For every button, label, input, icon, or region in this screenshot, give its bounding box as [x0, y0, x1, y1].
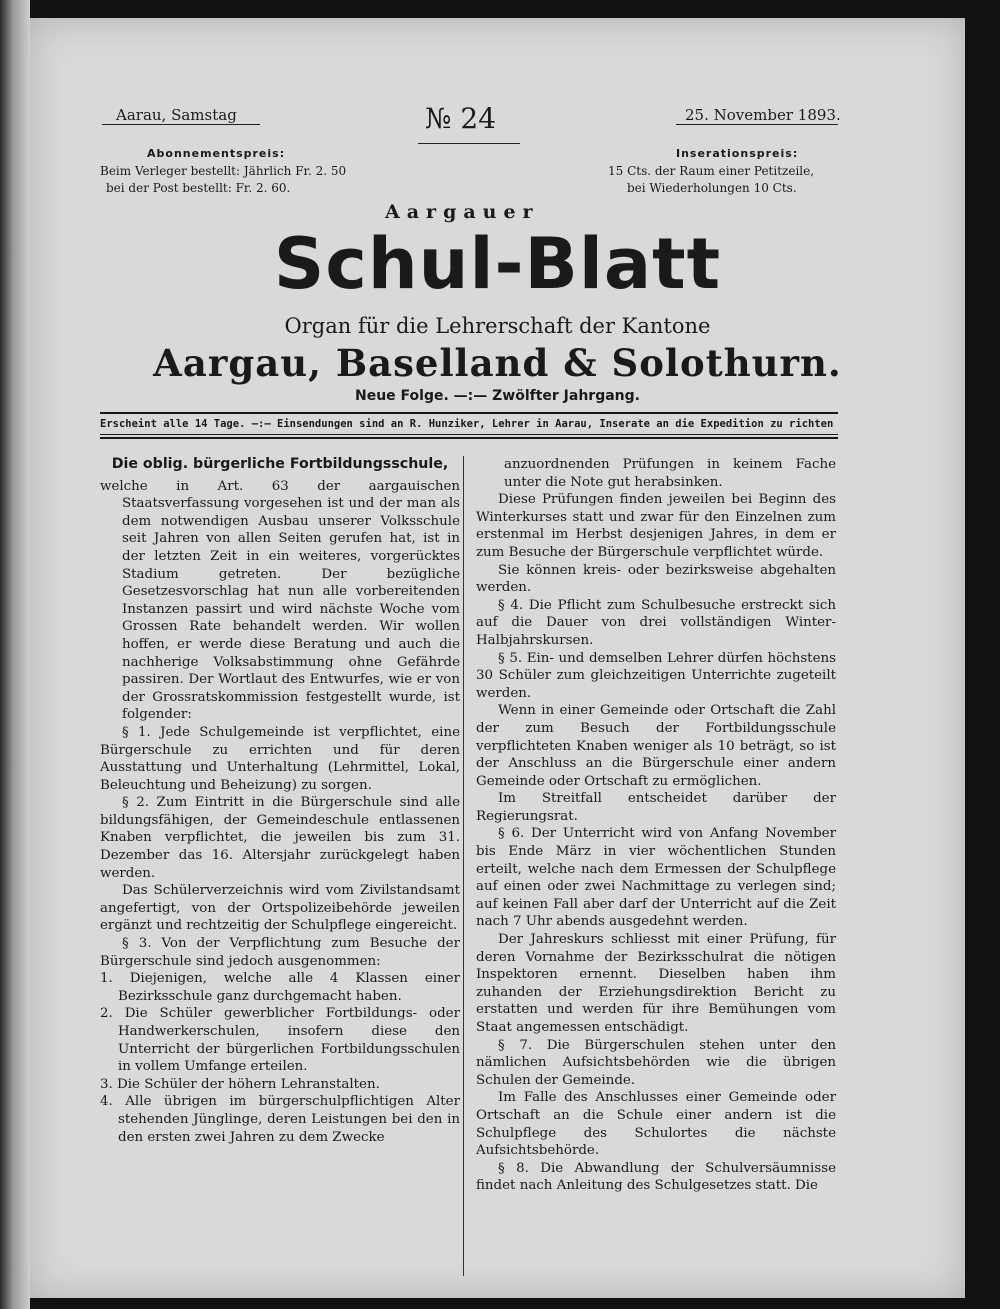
paragraph: Sie können kreis- oder bezirksweise abgehalten werden. [476, 562, 836, 596]
place-and-day: Aarau, Samstag [116, 106, 237, 124]
paragraph: § 5. Ein- und demselben Lehrer dürfen höchstens 30 Schüler zum gleichzeitigen Unterrichte zugeteilt werden. [476, 650, 836, 701]
bottom-rule-thick [100, 437, 838, 439]
advertising-line-2: bei Wiederholungen 10 Cts. [627, 181, 797, 195]
paragraph: Im Streitfall entscheidet darüber der Regierungsrat. [476, 791, 836, 824]
paragraph: Diese Prüfungen finden jeweilen bei Beginn des Winterkurses statt und zwar für den Einzelnen zum erstenmal im Herbst desjenigen Jahres, in dem er zum Besuche der Bürgerschule verpflichtet würde. [476, 492, 836, 560]
paragraph: § 4. Die Pflicht zum Schulbesuche erstreckt sich auf die Dauer von drei vollständigen Winter-Halbjahrskursen. [476, 597, 836, 648]
masthead-regions: Aargau, Baselland & Solothurn. [153, 341, 842, 385]
paragraph: Wenn in einer Gemeinde oder Ortschaft die Zahl der zum Besuch der Fortbildungsschule verpflichteten Knaben weniger als 10 beträgt, so ist der Anschluss an die Bürgerschule einer andern Gemeinde oder Ortschaft zu ermöglichen. [476, 703, 836, 789]
paragraph: § 7. Die Bürgerschulen stehen unter den nämlichen Aufsichtsbehörden wie die übrigen Schulen der Gemeinde. [476, 1037, 836, 1088]
paragraph: § 3. Von der Verpflichtung zum Besuche der Bürgerschule sind jedoch ausgenommen: [100, 936, 460, 969]
paragraph: § 1. Jede Schulgemeinde ist verpflichtet, eine Bürgerschule zu errichten und für deren Ausstattung und Unterhaltung (Lehrmittel, Lokal, Beleuchtung und Beheizung) zu sorgen. [100, 724, 460, 793]
newspaper-page [30, 18, 965, 1298]
publication-note: Erscheint alle 14 Tage. —:— Einsendungen sind an R. Hunziker, Lehrer in Aarau, Inserate an die Expedition zu richten [100, 418, 834, 430]
paragraph: § 8. Die Abwandlung der Schulversäumnisse findet nach Anleitung des Schulgesetzes statt. Die [476, 1160, 836, 1194]
header-underline-right [676, 124, 838, 125]
issue-date: 25. November 1893. [685, 106, 841, 124]
top-rule [100, 412, 838, 414]
header-underline-number [418, 143, 520, 144]
masthead-title: Schul-Blatt [273, 223, 722, 305]
masthead-prefix: Aargauer [385, 201, 540, 223]
adjacent-page-edge [0, 0, 30, 1309]
advertising-title: Inserationspreis: [676, 147, 799, 160]
bottom-rule-thin [100, 434, 838, 435]
header-underline-left [102, 124, 260, 125]
article-column-right [476, 456, 836, 1195]
paragraph: § 2. Zum Eintritt in die Bürgerschule sind alle bildungsfähigen, der Gemeindeschule entlassenen Knaben verpflichtet, die jeweilen bis zum 31. Dezember das 16. Altersjahr zurückgelegt haben werden. [100, 795, 460, 881]
series-line: Neue Folge. —:— Zwölfter Jahrgang. [354, 388, 640, 404]
paragraph-continuation: anzuordnenden Prüfungen in keinem Fache unter die Note gut herabsinken. [504, 457, 836, 490]
subscription-line-1: Beim Verleger bestellt: Jährlich Fr. 2. 50 [100, 164, 347, 178]
paragraph: Im Falle des Anschlusses einer Gemeinde oder Ortschaft an die Schule einer andern ist die Schulpflege des Schulortes die nächste Aufsichtsbehörde. [476, 1090, 836, 1159]
list-item: 1. Diejenigen, welche alle 4 Klassen einer Bezirksschule ganz durchgemacht haben. [100, 971, 460, 1004]
advertising-line-1: 15 Cts. der Raum einer Petitzeile, [608, 164, 815, 178]
article-column-left [100, 456, 460, 1146]
paragraph: Der Jahreskurs schliesst mit einer Prüfung, für deren Vornahme der Bezirksschulrat die nötigen Inspektoren ernennt. Dieselben haben ihm zuhanden der Erziehungsdirektion Bericht zu erstatten und werden für ihre Bemühungen vom Staat angemessen entschädigt. [476, 932, 836, 1035]
list-item: 3. Die Schüler der höhern Lehranstalten. [100, 1076, 380, 1092]
list-item: 4. Alle übrigen im bürgerschulpflichtigen Alter stehenden Jünglinge, deren Leistungen bei den in den ersten zwei Jahren zu dem Zwecke [100, 1094, 460, 1145]
masthead-subtitle: Organ für die Lehrerschaft der Kantone [284, 314, 711, 338]
column-divider [463, 456, 464, 1276]
exemption-list [100, 970, 460, 1146]
paragraph: § 6. Der Unterricht wird von Anfang November bis Ende März in vier wöchentlichen Stunden erteilt, welche nach dem Ermessen der Schulpflege auf einen oder zwei Nachmittage zu verlegen sind; auf keinen Fall aber darf der Unterricht auf die Zeit nach 7 Uhr abends ausgedehnt werden. [476, 826, 836, 930]
article-heading: Die oblig. bürgerliche Fortbildungsschule, [111, 456, 449, 472]
subscription-title: Abonnementspreis: [147, 147, 286, 160]
paragraph: Das Schülerverzeichnis wird vom Zivilstandsamt angefertigt, von der Ortspolizeibehörde jeweilen ergänzt und rechtzeitig der Schulpflege eingereicht. [100, 883, 460, 934]
subscription-line-2: bei der Post bestellt: Fr. 2. 60. [106, 181, 291, 195]
issue-number: № 24 [425, 102, 497, 135]
article-intro: welche in Art. 63 der aargauischen Staatsverfassung vorgesehen ist und der man als dem notwendigen Ausbau unserer Volksschule seit Jahren von allen Seiten gerufen hat, ist in der letzten Zeit in ein weiteres, vorgerücktes Stadium getreten. Der bezügliche Gesetzesvorschlag hat nun alle vorbereitenden Instanzen passirt und wird nächste Woche vom Grossen Rate behandelt werden. Wir wollen hoffen, er werde diese Beratung und auch die nachherige Volksabstimmung ohne Gefährde passiren. Der Wortlaut des Entwurfes, wie er von der Grossratskommission festgestellt wurde, ist folgender: [100, 478, 460, 723]
list-item: 2. Die Schüler gewerblicher Fortbildungs- oder Handwerkerschulen, insofern diese den Unterricht der bürgerlichen Fortbildungsschulen in vollem Umfange erteilen. [100, 1006, 460, 1075]
